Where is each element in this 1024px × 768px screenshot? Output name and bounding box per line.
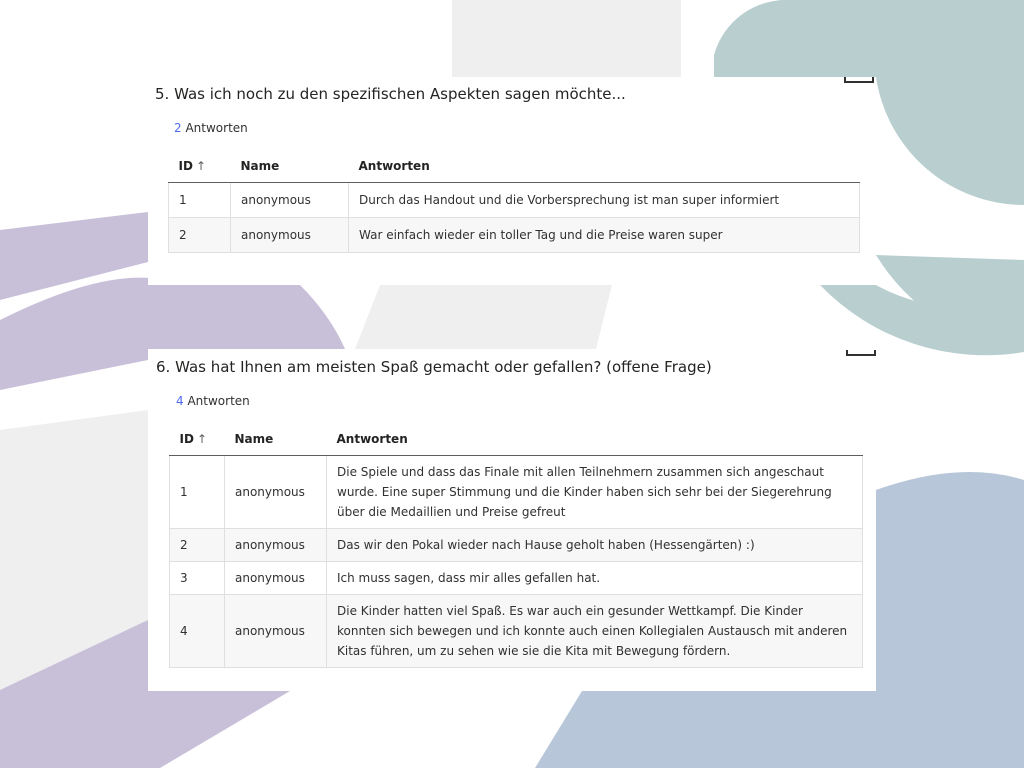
row-name: anonymous xyxy=(231,218,349,253)
row-answer: Die Kinder hatten viel Spaß. Es war auch ein gesunder Wettkampf. Die Kinder konnten sich bewegen und ich konnte auch einen Kollegialen Austausch mit anderen Kitas führen, um zu sehen wie sie die Kita mit Bewegung fördern. xyxy=(327,595,863,668)
answer-column-header[interactable]: Antworten xyxy=(327,422,863,456)
bg-gray-slant xyxy=(355,285,612,349)
response-count-number: 2 xyxy=(174,121,182,135)
row-name: anonymous xyxy=(225,456,327,529)
row-id: 2 xyxy=(169,218,231,253)
question-5-card xyxy=(148,77,875,285)
crop-corner-mark xyxy=(846,350,876,356)
row-id: 1 xyxy=(170,456,225,529)
table-row xyxy=(170,529,863,562)
bg-teal-circle xyxy=(876,77,1024,205)
bg-teal-arch xyxy=(714,0,1024,77)
question-6-title: 6. Was hat Ihnen am meisten Spaß gemacht oder gefallen? (offene Frage) xyxy=(156,358,712,376)
row-name: anonymous xyxy=(225,562,327,595)
row-name: anonymous xyxy=(225,595,327,668)
arrow-up-icon: ↑ xyxy=(196,431,207,446)
id-column-header[interactable]: ID ↑ xyxy=(169,149,231,183)
row-answer: War einfach wieder ein toller Tag und die Preise waren super xyxy=(349,218,860,253)
row-name: anonymous xyxy=(231,183,349,218)
question-5-title: 5. Was ich noch zu den spezifischen Aspekten sagen möchte... xyxy=(155,85,626,103)
row-answer: Durch das Handout und die Vorbersprechung ist man super informiert xyxy=(349,183,860,218)
answer-column-header[interactable]: Antworten xyxy=(349,149,860,183)
table-row xyxy=(170,456,863,529)
response-count-label: Antworten xyxy=(185,121,248,135)
name-column-header[interactable]: Name xyxy=(225,422,327,456)
question-6-responses-table xyxy=(169,422,863,668)
crop-corner-mark xyxy=(844,77,874,83)
response-count-number: 4 xyxy=(176,394,184,408)
bg-gray-rect xyxy=(452,0,681,77)
table-row xyxy=(169,218,860,253)
question-6-response-count xyxy=(176,394,250,408)
id-column-header[interactable]: ID ↑ xyxy=(170,422,225,456)
row-answer: Die Spiele und dass das Finale mit allen Teilnehmern zusammen sich angeschaut wurde. Eine super Stimmung und die Kinder haben sich sehr bei der Siegerehrung über die Medaillien und Preise gefreut xyxy=(327,456,863,529)
row-id: 1 xyxy=(169,183,231,218)
row-id: 4 xyxy=(170,595,225,668)
question-6-card xyxy=(148,349,876,691)
row-name: anonymous xyxy=(225,529,327,562)
question-5-response-count xyxy=(174,121,248,135)
row-answer: Das wir den Pokal wieder nach Hause geholt haben (Hessengärten) :) xyxy=(327,529,863,562)
table-header-row xyxy=(169,149,860,183)
table-row xyxy=(169,183,860,218)
name-column-header[interactable]: Name xyxy=(231,149,349,183)
response-count-label: Antworten xyxy=(187,394,250,408)
row-answer: Ich muss sagen, dass mir alles gefallen hat. xyxy=(327,562,863,595)
table-row xyxy=(170,562,863,595)
arrow-up-icon: ↑ xyxy=(195,158,206,173)
table-header-row xyxy=(170,422,863,456)
table-row xyxy=(170,595,863,668)
question-5-responses-table xyxy=(168,149,860,253)
row-id: 2 xyxy=(170,529,225,562)
row-id: 3 xyxy=(170,562,225,595)
